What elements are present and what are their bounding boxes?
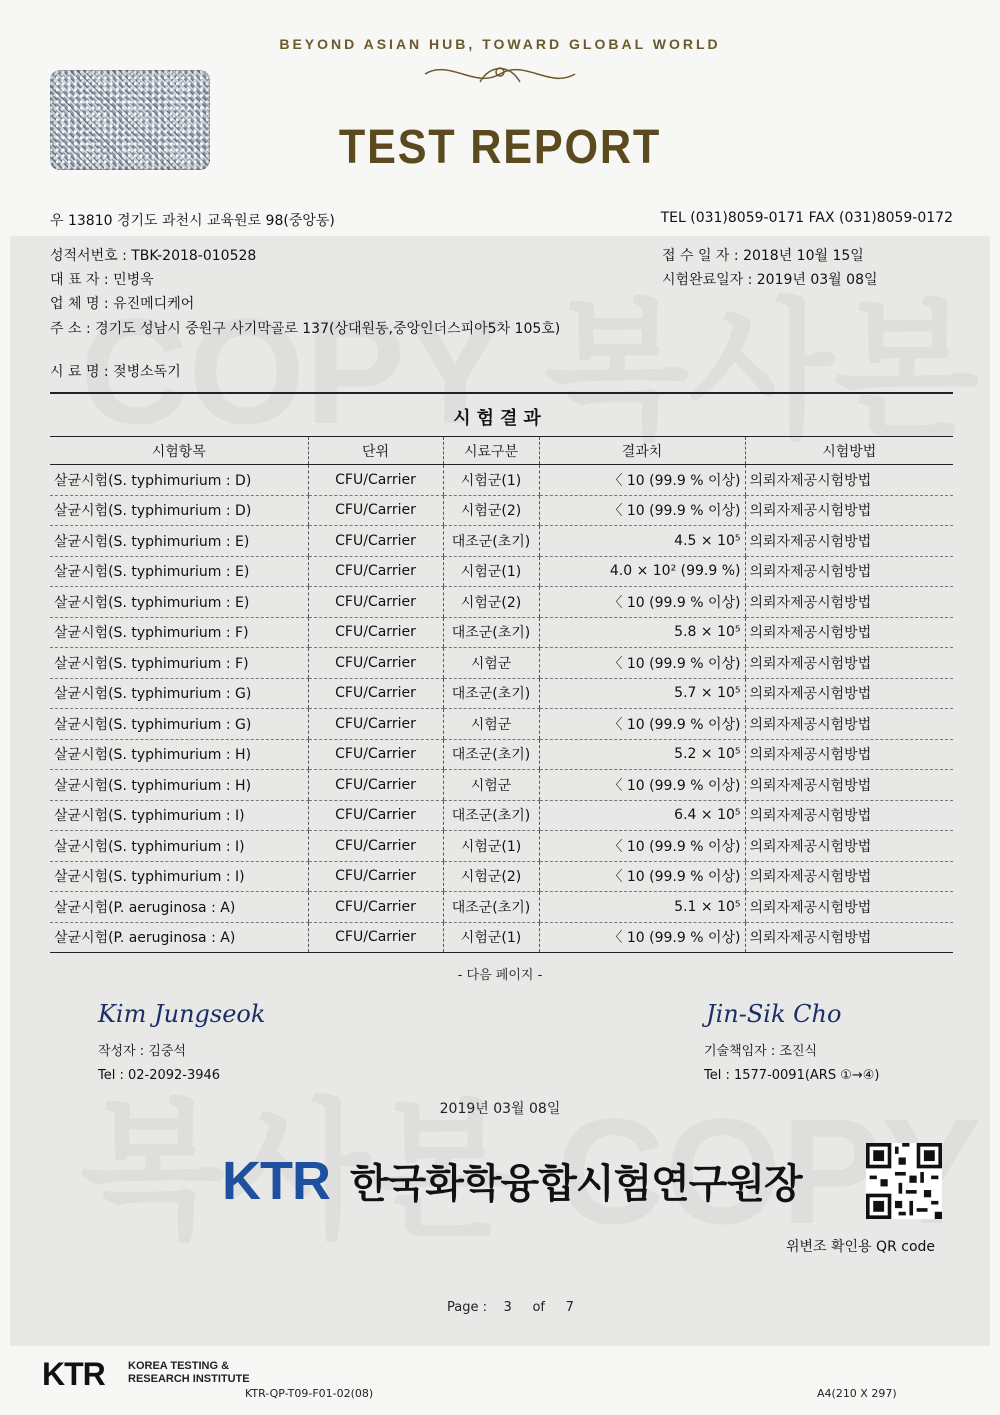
report-number: TBK-2018-010528 <box>131 248 257 264</box>
cell-method: 의뢰자제공시험방법 <box>745 922 953 953</box>
cell-unit: CFU/Carrier <box>308 770 443 801</box>
table-header-row <box>50 437 953 465</box>
table-row <box>50 465 953 496</box>
table-row <box>50 709 953 740</box>
cell-result: 〈 10 (99.9 % 이상) <box>539 770 745 801</box>
cell-unit: CFU/Carrier <box>308 800 443 831</box>
cell-method: 의뢰자제공시험방법 <box>745 465 953 496</box>
header-unit: 단위 <box>308 437 443 465</box>
footer-institute-name <box>128 1360 250 1386</box>
table-row <box>50 861 953 892</box>
manager-tel: Tel : 1577-0091(ARS ①→④) <box>704 1068 880 1083</box>
cell-result: 〈 10 (99.9 % 이상) <box>539 465 745 496</box>
cell-unit: CFU/Carrier <box>308 556 443 587</box>
table-row <box>50 678 953 709</box>
header-test-item: 시험항목 <box>50 437 308 465</box>
results-body <box>50 465 953 953</box>
cell-method: 의뢰자제공시험방법 <box>745 770 953 801</box>
received-date: 2018년 10월 15일 <box>743 248 864 264</box>
cell-method: 의뢰자제공시험방법 <box>745 861 953 892</box>
cell-sample-group: 대조군(초기) <box>443 892 539 923</box>
cell-sample-group: 시험군 <box>443 709 539 740</box>
footer-ktr-logo: KTR <box>42 1356 105 1392</box>
table-row <box>50 648 953 679</box>
cell-test-item: 살균시험(S. typhimurium : F) <box>50 617 308 648</box>
section-divider <box>50 392 953 394</box>
next-page-note: - 다음 페이지 - <box>457 968 543 983</box>
cell-unit: CFU/Carrier <box>308 922 443 953</box>
page-label: Page : <box>447 1300 487 1315</box>
cell-sample-group: 시험군 <box>443 648 539 679</box>
qr-code-label: 위변조 확인용 QR code <box>786 1239 936 1255</box>
cell-sample-group: 시험군 <box>443 770 539 801</box>
completed-date-label: 시험완료일자 : <box>662 272 753 288</box>
table-row <box>50 739 953 770</box>
table-row <box>50 556 953 587</box>
table-row <box>50 495 953 526</box>
cell-method: 의뢰자제공시험방법 <box>745 800 953 831</box>
cell-sample-group: 시험군(2) <box>443 587 539 618</box>
cell-unit: CFU/Carrier <box>308 861 443 892</box>
cell-result: 〈 10 (99.9 % 이상) <box>539 709 745 740</box>
cell-sample-group: 시험군(1) <box>443 465 539 496</box>
cell-result: 5.1 × 10⁵ <box>539 892 745 923</box>
received-date-label: 접 수 일 자 : <box>662 248 739 264</box>
cell-test-item: 살균시험(S. typhimurium : G) <box>50 709 308 740</box>
table-row <box>50 770 953 801</box>
cell-result: 5.7 × 10⁵ <box>539 678 745 709</box>
cell-method: 의뢰자제공시험방법 <box>745 831 953 862</box>
author-signature: Kim Jungseok <box>98 1000 266 1028</box>
form-code: KTR-QP-T09-F01-02(08) <box>245 1387 374 1400</box>
ornament-icon <box>420 54 580 94</box>
cell-method: 의뢰자제공시험방법 <box>745 739 953 770</box>
results-title: 시험결과 <box>453 408 547 429</box>
table-row <box>50 892 953 923</box>
qr-code-icon <box>866 1143 942 1219</box>
cell-sample-group: 시험군(1) <box>443 922 539 953</box>
cell-result: 〈 10 (99.9 % 이상) <box>539 495 745 526</box>
cell-test-item: 살균시험(P. aeruginosa : A) <box>50 892 308 923</box>
cell-test-item: 살균시험(S. typhimurium : D) <box>50 495 308 526</box>
cell-result: 〈 10 (99.9 % 이상) <box>539 648 745 679</box>
cell-unit: CFU/Carrier <box>308 617 443 648</box>
client-address-row <box>50 318 560 338</box>
representative-row <box>50 269 154 289</box>
page-current: 3 <box>503 1300 512 1315</box>
cell-unit: CFU/Carrier <box>308 831 443 862</box>
cell-method: 의뢰자제공시험방법 <box>745 709 953 740</box>
table-row <box>50 617 953 648</box>
cell-result: 4.5 × 10⁵ <box>539 526 745 557</box>
cell-test-item: 살균시험(S. typhimurium : H) <box>50 770 308 801</box>
cell-method: 의뢰자제공시험방법 <box>745 587 953 618</box>
cell-unit: CFU/Carrier <box>308 892 443 923</box>
cell-sample-group: 시험군(2) <box>443 861 539 892</box>
representative-label: 대 표 자 : <box>50 272 109 288</box>
institute-address: 우 13810 경기도 과천시 교육원로 98(중앙동) <box>50 213 335 229</box>
paper-size: A4(210 X 297) <box>817 1387 897 1400</box>
cell-test-item: 살균시험(S. typhimurium : G) <box>50 678 308 709</box>
cell-method: 의뢰자제공시험방법 <box>745 648 953 679</box>
cell-method: 의뢰자제공시험방법 <box>745 617 953 648</box>
cell-test-item: 살균시험(S. typhimurium : E) <box>50 556 308 587</box>
cell-unit: CFU/Carrier <box>308 465 443 496</box>
sample-name: 젖병소독기 <box>113 364 181 380</box>
footer-institute-line2: RESEARCH INSTITUTE <box>128 1373 250 1385</box>
table-row <box>50 526 953 557</box>
cell-method: 의뢰자제공시험방법 <box>745 526 953 557</box>
cell-test-item: 살균시험(S. typhimurium : F) <box>50 648 308 679</box>
cell-result: 5.2 × 10⁵ <box>539 739 745 770</box>
cell-unit: CFU/Carrier <box>308 495 443 526</box>
report-number-row <box>50 245 256 265</box>
cell-sample-group: 대조군(초기) <box>443 617 539 648</box>
cell-sample-group: 시험군(1) <box>443 556 539 587</box>
cell-test-item: 살균시험(S. typhimurium : H) <box>50 739 308 770</box>
manager-name: 기술책임자 : 조진식 <box>704 1044 818 1059</box>
table-row <box>50 587 953 618</box>
cell-method: 의뢰자제공시험방법 <box>745 556 953 587</box>
table-row <box>50 800 953 831</box>
cell-sample-group: 대조군(초기) <box>443 678 539 709</box>
cell-result: 〈 10 (99.9 % 이상) <box>539 831 745 862</box>
cell-unit: CFU/Carrier <box>308 587 443 618</box>
cell-sample-group: 대조군(초기) <box>443 800 539 831</box>
cell-test-item: 살균시험(S. typhimurium : E) <box>50 587 308 618</box>
page-indicator <box>447 1300 574 1315</box>
client-address-label: 주 소 : <box>50 321 91 337</box>
sample-label: 시 료 명 : <box>50 364 109 380</box>
tagline: BEYOND ASIAN HUB, TOWARD GLOBAL WORLD <box>279 36 721 52</box>
page-total: 7 <box>565 1300 574 1315</box>
footer-institute-line1: KOREA TESTING & <box>128 1360 230 1372</box>
cell-result: 5.8 × 10⁵ <box>539 617 745 648</box>
table-row <box>50 922 953 953</box>
received-date-row <box>662 245 864 265</box>
header-sample-group: 시료구분 <box>443 437 539 465</box>
completed-date: 2019년 03월 08일 <box>756 272 878 288</box>
cell-result: 〈 10 (99.9 % 이상) <box>539 922 745 953</box>
report-number-label: 성적서번호 : <box>50 248 127 264</box>
company-label: 업 체 명 : <box>50 296 109 312</box>
author-name: 작성자 : 김중석 <box>98 1044 186 1059</box>
completed-date-row <box>662 269 878 289</box>
cell-test-item: 살균시험(S. typhimurium : I) <box>50 800 308 831</box>
ktr-logo: KTR <box>222 1151 330 1211</box>
cell-unit: CFU/Carrier <box>308 526 443 557</box>
issue-date: 2019년 03월 08일 <box>439 1101 561 1117</box>
cell-test-item: 살균시험(P. aeruginosa : A) <box>50 922 308 953</box>
cell-test-item: 살균시험(S. typhimurium : I) <box>50 861 308 892</box>
cell-result: 4.0 × 10² (99.9 %) <box>539 556 745 587</box>
cell-unit: CFU/Carrier <box>308 678 443 709</box>
institute-head-title: 한국화학융합시험연구원장 <box>350 1161 802 1207</box>
results-table <box>50 436 953 953</box>
manager-signature: Jin-Sik Cho <box>706 1000 842 1028</box>
cell-sample-group: 시험군(2) <box>443 495 539 526</box>
cell-method: 의뢰자제공시험방법 <box>745 678 953 709</box>
company-name: 유진메디케어 <box>113 296 195 312</box>
cell-unit: CFU/Carrier <box>308 648 443 679</box>
cell-sample-group: 시험군(1) <box>443 831 539 862</box>
cell-result: 〈 10 (99.9 % 이상) <box>539 861 745 892</box>
cell-test-item: 살균시험(S. typhimurium : D) <box>50 465 308 496</box>
report-title: TEST REPORT <box>338 121 662 174</box>
representative: 민병욱 <box>113 272 154 288</box>
cell-sample-group: 대조군(초기) <box>443 739 539 770</box>
header-method: 시험방법 <box>745 437 953 465</box>
cell-test-item: 살균시험(S. typhimurium : I) <box>50 831 308 862</box>
institute-contact: TEL (031)8059-0171 FAX (031)8059-0172 <box>660 210 953 226</box>
page-of: of <box>532 1300 545 1315</box>
company-row <box>50 293 194 313</box>
cell-test-item: 살균시험(S. typhimurium : E) <box>50 526 308 557</box>
cell-method: 의뢰자제공시험방법 <box>745 892 953 923</box>
cell-method: 의뢰자제공시험방법 <box>745 495 953 526</box>
cell-unit: CFU/Carrier <box>308 739 443 770</box>
cell-unit: CFU/Carrier <box>308 709 443 740</box>
cell-sample-group: 대조군(초기) <box>443 526 539 557</box>
cell-result: 〈 10 (99.9 % 이상) <box>539 587 745 618</box>
client-address: 경기도 성남시 중원구 사기막골로 137(상대원동,중앙인더스피아5차 105호) <box>95 321 561 337</box>
cell-result: 6.4 × 10⁵ <box>539 800 745 831</box>
sample-row <box>50 361 181 381</box>
table-row <box>50 831 953 862</box>
header-result: 결과치 <box>539 437 745 465</box>
author-tel: Tel : 02-2092-3946 <box>98 1068 221 1083</box>
